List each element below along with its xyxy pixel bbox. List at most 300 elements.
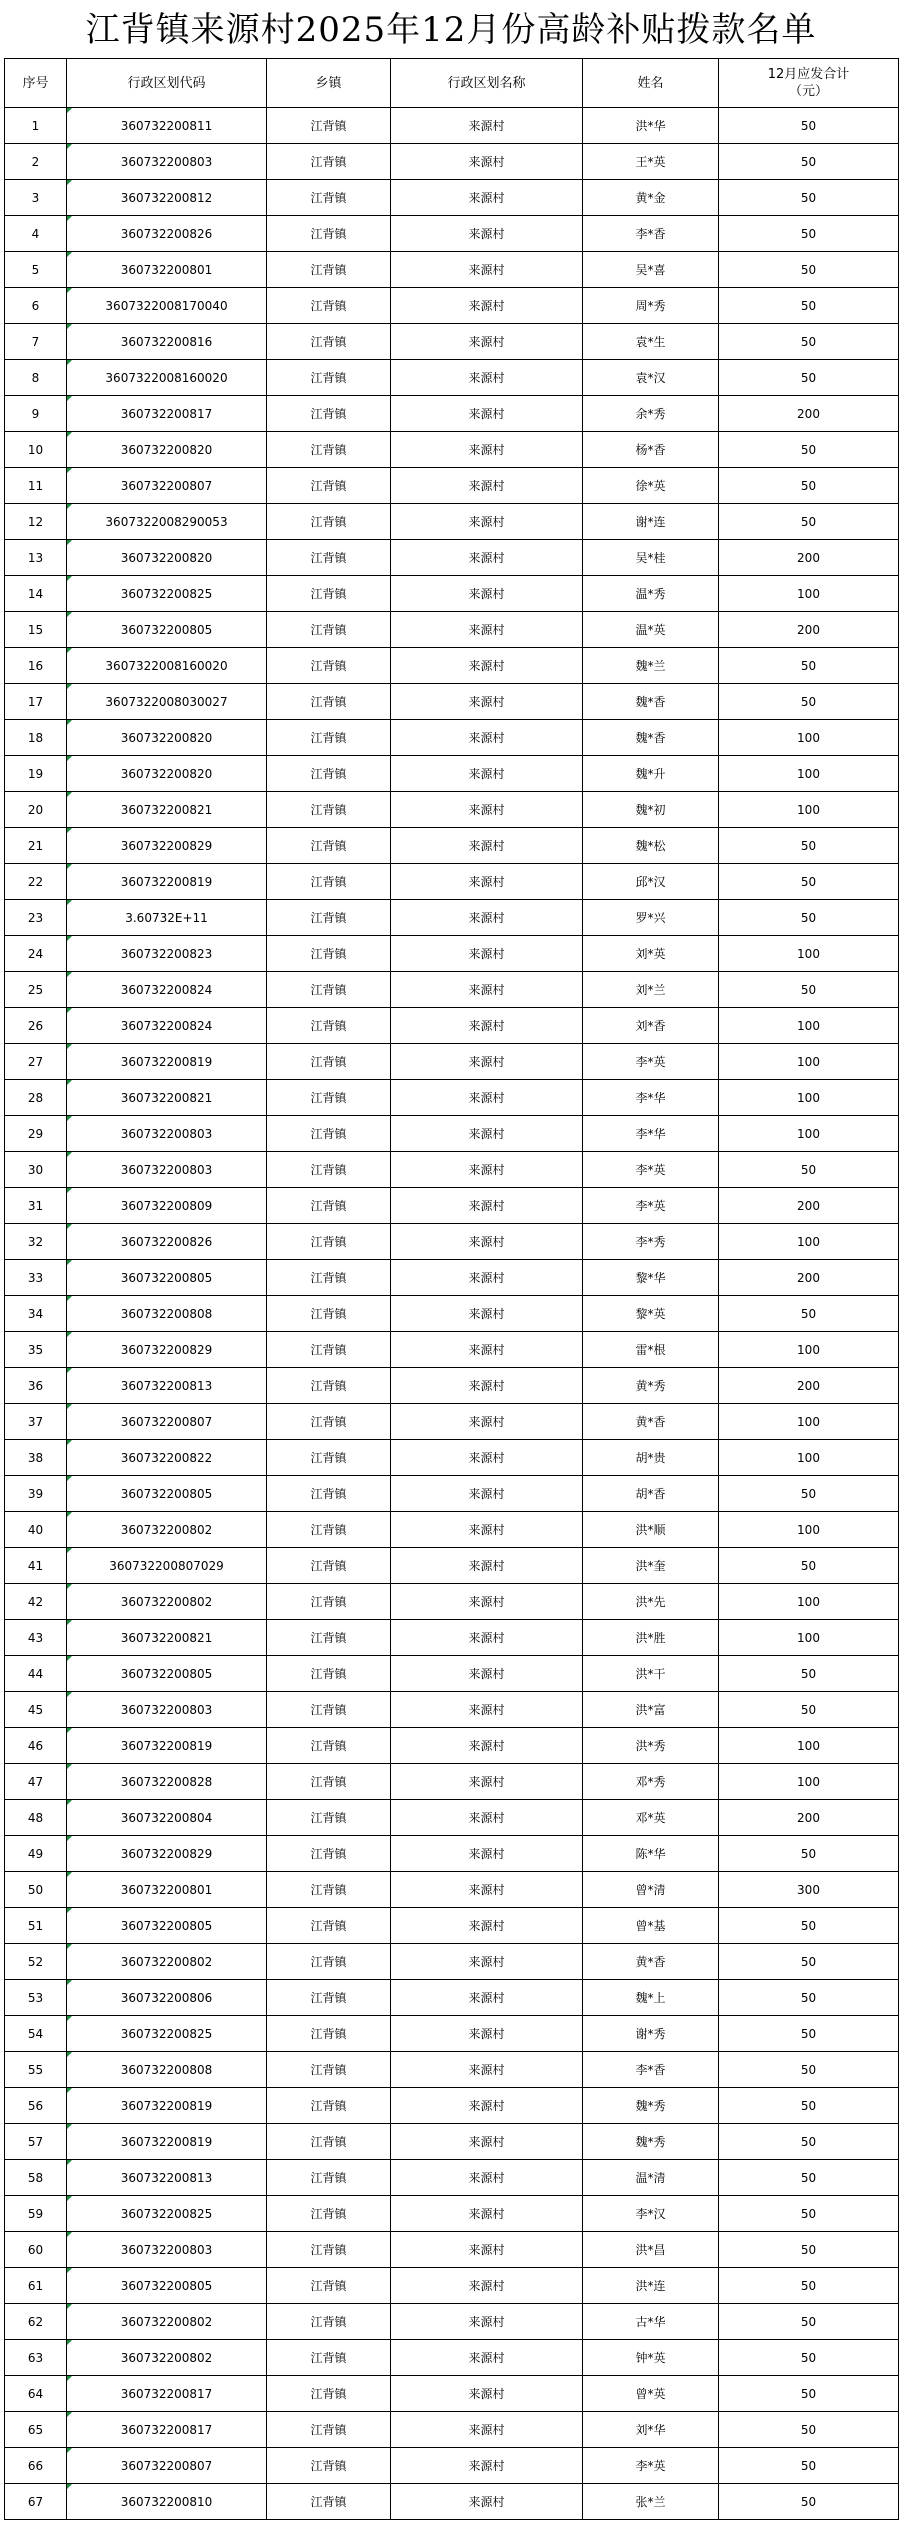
amount-cell: 50 [719,2196,899,2232]
town-cell: 江背镇 [267,1764,391,1800]
seq-cell: 15 [5,612,67,648]
seq-cell: 11 [5,468,67,504]
seq-cell: 9 [5,396,67,432]
seq-cell: 41 [5,1548,67,1584]
seq-cell: 50 [5,1872,67,1908]
district-cell: 来源村 [391,540,583,576]
code-cell: 360732200822 [67,1440,267,1476]
town-cell: 江背镇 [267,1800,391,1836]
table-row [5,972,899,1008]
amount-cell: 50 [719,180,899,216]
amount-cell: 50 [719,1152,899,1188]
seq-cell: 60 [5,2232,67,2268]
amount-cell: 50 [719,864,899,900]
town-cell: 江背镇 [267,684,391,720]
table-row [5,1980,899,2016]
name-cell: 魏*香 [583,684,719,720]
district-cell: 来源村 [391,900,583,936]
table-row [5,1296,899,1332]
amount-cell: 100 [719,1440,899,1476]
amount-cell: 50 [719,2448,899,2484]
seq-cell: 37 [5,1404,67,1440]
district-cell: 来源村 [391,1512,583,1548]
code-cell: 360732200829 [67,828,267,864]
name-cell: 罗*兴 [583,900,719,936]
code-cell: 360732200820 [67,756,267,792]
name-cell: 古*华 [583,2304,719,2340]
town-cell: 江背镇 [267,1620,391,1656]
name-cell: 魏*兰 [583,648,719,684]
town-cell: 江背镇 [267,1944,391,1980]
table-row [5,2304,899,2340]
name-cell: 张*兰 [583,2484,719,2520]
seq-cell: 33 [5,1260,67,1296]
name-cell: 洪*胜 [583,1620,719,1656]
table-row [5,1476,899,1512]
table-row [5,2160,899,2196]
amount-cell: 50 [719,432,899,468]
district-cell: 来源村 [391,1692,583,1728]
name-cell: 李*英 [583,1188,719,1224]
seq-cell: 6 [5,288,67,324]
code-cell: 360732200820 [67,540,267,576]
town-cell: 江背镇 [267,2124,391,2160]
district-cell: 来源村 [391,396,583,432]
name-cell: 邓*秀 [583,1764,719,1800]
code-cell: 360732200808 [67,1296,267,1332]
seq-cell: 16 [5,648,67,684]
district-cell: 来源村 [391,468,583,504]
name-cell: 魏*香 [583,720,719,756]
seq-cell: 13 [5,540,67,576]
code-cell: 360732200802 [67,1512,267,1548]
name-cell: 温*秀 [583,576,719,612]
code-cell: 360732200819 [67,864,267,900]
district-cell: 来源村 [391,2484,583,2520]
table-row [5,1440,899,1476]
seq-cell: 67 [5,2484,67,2520]
district-cell: 来源村 [391,576,583,612]
amount-cell: 50 [719,2052,899,2088]
table-row [5,2196,899,2232]
code-cell: 360732200820 [67,720,267,756]
name-cell: 温*清 [583,2160,719,2196]
name-cell: 邓*英 [583,1800,719,1836]
header-amount-line2: （元） [788,84,828,99]
amount-cell: 50 [719,1692,899,1728]
district-cell: 来源村 [391,648,583,684]
amount-cell: 50 [719,2340,899,2376]
seq-cell: 30 [5,1152,67,1188]
district-cell: 来源村 [391,1332,583,1368]
header-amount [719,59,899,108]
district-cell: 来源村 [391,1764,583,1800]
table-row [5,1656,899,1692]
name-cell: 魏*升 [583,756,719,792]
code-cell: 360732200802 [67,2304,267,2340]
code-cell: 360732200803 [67,144,267,180]
name-cell: 邱*汉 [583,864,719,900]
header-town: 乡镇 [267,59,391,108]
name-cell: 杨*香 [583,432,719,468]
amount-cell: 50 [719,1944,899,1980]
seq-cell: 47 [5,1764,67,1800]
district-cell: 来源村 [391,2412,583,2448]
town-cell: 江背镇 [267,432,391,468]
code-cell: 360732200802 [67,2340,267,2376]
code-cell: 360732200801 [67,252,267,288]
table-row [5,2124,899,2160]
district-cell: 来源村 [391,864,583,900]
town-cell: 江背镇 [267,396,391,432]
town-cell: 江背镇 [267,2376,391,2412]
district-cell: 来源村 [391,1296,583,1332]
name-cell: 袁*汉 [583,360,719,396]
amount-cell: 50 [719,2412,899,2448]
district-cell: 来源村 [391,432,583,468]
table-row [5,288,899,324]
district-cell: 来源村 [391,2448,583,2484]
table-row [5,792,899,828]
district-cell: 来源村 [391,828,583,864]
amount-cell: 100 [719,1116,899,1152]
town-cell: 江背镇 [267,1728,391,1764]
code-cell: 360732200805 [67,1476,267,1512]
seq-cell: 44 [5,1656,67,1692]
amount-cell: 50 [719,1548,899,1584]
table-row [5,900,899,936]
seq-cell: 18 [5,720,67,756]
district-cell: 来源村 [391,1476,583,1512]
town-cell: 江背镇 [267,2340,391,2376]
district-cell: 来源村 [391,2268,583,2304]
code-cell: 360732200819 [67,2124,267,2160]
district-cell: 来源村 [391,756,583,792]
town-cell: 江背镇 [267,2412,391,2448]
district-cell: 来源村 [391,1620,583,1656]
district-cell: 来源村 [391,1260,583,1296]
table-row [5,324,899,360]
name-cell: 洪*奎 [583,1548,719,1584]
name-cell: 魏*秀 [583,2088,719,2124]
town-cell: 江背镇 [267,324,391,360]
name-cell: 王*英 [583,144,719,180]
name-cell: 洪*华 [583,108,719,144]
name-cell: 李*香 [583,2052,719,2088]
table-row [5,576,899,612]
table-row [5,360,899,396]
amount-cell: 100 [719,576,899,612]
amount-cell: 50 [719,360,899,396]
town-cell: 江背镇 [267,252,391,288]
table-row [5,468,899,504]
name-cell: 钟*英 [583,2340,719,2376]
amount-cell: 100 [719,1512,899,1548]
table-row [5,1620,899,1656]
code-cell: 3607322008160020 [67,360,267,396]
name-cell: 胡*贵 [583,1440,719,1476]
seq-cell: 64 [5,2376,67,2412]
amount-cell: 50 [719,900,899,936]
table-row [5,612,899,648]
table-row [5,1116,899,1152]
district-cell: 来源村 [391,2232,583,2268]
seq-cell: 42 [5,1584,67,1620]
seq-cell: 66 [5,2448,67,2484]
amount-cell: 100 [719,1224,899,1260]
code-cell: 3607322008160020 [67,648,267,684]
amount-cell: 100 [719,1584,899,1620]
table-body [5,108,899,2520]
table-row [5,540,899,576]
amount-cell: 50 [719,2160,899,2196]
name-cell: 温*英 [583,612,719,648]
district-cell: 来源村 [391,252,583,288]
amount-cell: 200 [719,396,899,432]
subsidy-table [4,58,899,2520]
code-cell: 360732200803 [67,2232,267,2268]
table-row [5,756,899,792]
town-cell: 江背镇 [267,1224,391,1260]
seq-cell: 24 [5,936,67,972]
district-cell: 来源村 [391,1008,583,1044]
seq-cell: 26 [5,1008,67,1044]
amount-cell: 100 [719,1080,899,1116]
amount-cell: 50 [719,216,899,252]
town-cell: 江背镇 [267,1836,391,1872]
seq-cell: 8 [5,360,67,396]
table-row [5,1080,899,1116]
name-cell: 洪*富 [583,1692,719,1728]
amount-cell: 100 [719,1332,899,1368]
code-cell: 360732200805 [67,2268,267,2304]
code-cell: 360732200809 [67,1188,267,1224]
amount-cell: 100 [719,1764,899,1800]
code-cell: 360732200807 [67,2448,267,2484]
seq-cell: 52 [5,1944,67,1980]
name-cell: 洪*秀 [583,1728,719,1764]
amount-cell: 100 [719,1044,899,1080]
seq-cell: 3 [5,180,67,216]
table-row [5,2340,899,2376]
name-cell: 魏*上 [583,1980,719,2016]
code-cell: 360732200813 [67,2160,267,2196]
name-cell: 魏*初 [583,792,719,828]
name-cell: 魏*秀 [583,2124,719,2160]
seq-cell: 12 [5,504,67,540]
code-cell: 360732200807 [67,468,267,504]
seq-cell: 23 [5,900,67,936]
amount-cell: 50 [719,1836,899,1872]
name-cell: 黄*金 [583,180,719,216]
table-row [5,936,899,972]
town-cell: 江背镇 [267,936,391,972]
table-row [5,1584,899,1620]
amount-cell: 50 [719,2268,899,2304]
seq-cell: 43 [5,1620,67,1656]
district-cell: 来源村 [391,108,583,144]
seq-cell: 65 [5,2412,67,2448]
header-district-name: 行政区划名称 [391,59,583,108]
code-cell: 360732200817 [67,2412,267,2448]
name-cell: 李*华 [583,1080,719,1116]
town-cell: 江背镇 [267,2196,391,2232]
district-cell: 来源村 [391,324,583,360]
name-cell: 洪*连 [583,2268,719,2304]
code-cell: 360732200803 [67,1692,267,1728]
code-cell: 360732200821 [67,792,267,828]
town-cell: 江背镇 [267,792,391,828]
code-cell: 360732200804 [67,1800,267,1836]
code-cell: 360732200813 [67,1368,267,1404]
amount-cell: 50 [719,2484,899,2520]
code-cell: 360732200819 [67,1728,267,1764]
table-row [5,1332,899,1368]
town-cell: 江背镇 [267,360,391,396]
district-cell: 来源村 [391,1656,583,1692]
seq-cell: 29 [5,1116,67,1152]
town-cell: 江背镇 [267,2448,391,2484]
code-cell: 3.60732E+11 [67,900,267,936]
seq-cell: 25 [5,972,67,1008]
town-cell: 江背镇 [267,2088,391,2124]
town-cell: 江背镇 [267,1044,391,1080]
code-cell: 360732200812 [67,180,267,216]
town-cell: 江背镇 [267,900,391,936]
town-cell: 江背镇 [267,576,391,612]
district-cell: 来源村 [391,1944,583,1980]
code-cell: 360732200803 [67,1152,267,1188]
district-cell: 来源村 [391,1980,583,2016]
town-cell: 江背镇 [267,2052,391,2088]
table-row [5,2088,899,2124]
name-cell: 周*秀 [583,288,719,324]
town-cell: 江背镇 [267,288,391,324]
table-row [5,1908,899,1944]
table-row [5,252,899,288]
name-cell: 刘*兰 [583,972,719,1008]
name-cell: 袁*生 [583,324,719,360]
table-row [5,1152,899,1188]
name-cell: 刘*香 [583,1008,719,1044]
district-cell: 来源村 [391,936,583,972]
table-row [5,720,899,756]
amount-cell: 50 [719,1476,899,1512]
table-row [5,180,899,216]
amount-cell: 200 [719,1368,899,1404]
town-cell: 江背镇 [267,1296,391,1332]
district-cell: 来源村 [391,1908,583,1944]
table-row [5,1224,899,1260]
code-cell: 360732200802 [67,1944,267,1980]
amount-cell: 50 [719,252,899,288]
amount-cell: 50 [719,144,899,180]
seq-cell: 53 [5,1980,67,2016]
code-cell: 360732200825 [67,2196,267,2232]
table-row [5,1692,899,1728]
district-cell: 来源村 [391,2376,583,2412]
town-cell: 江背镇 [267,2484,391,2520]
name-cell: 谢*连 [583,504,719,540]
seq-cell: 45 [5,1692,67,1728]
town-cell: 江背镇 [267,216,391,252]
district-cell: 来源村 [391,1728,583,1764]
table-row [5,1548,899,1584]
district-cell: 来源村 [391,1044,583,1080]
amount-cell: 200 [719,540,899,576]
town-cell: 江背镇 [267,1908,391,1944]
name-cell: 李*英 [583,1044,719,1080]
code-cell: 360732200829 [67,1836,267,1872]
amount-cell: 100 [719,1404,899,1440]
district-cell: 来源村 [391,1836,583,1872]
amount-cell: 50 [719,1656,899,1692]
name-cell: 曾*英 [583,2376,719,2412]
town-cell: 江背镇 [267,1368,391,1404]
town-cell: 江背镇 [267,540,391,576]
name-cell: 陈*华 [583,1836,719,1872]
table-row [5,1404,899,1440]
name-cell: 黎*英 [583,1296,719,1332]
table-row [5,1764,899,1800]
district-cell: 来源村 [391,612,583,648]
seq-cell: 39 [5,1476,67,1512]
seq-cell: 27 [5,1044,67,1080]
name-cell: 余*秀 [583,396,719,432]
code-cell: 360732200807029 [67,1548,267,1584]
table-row [5,648,899,684]
seq-cell: 46 [5,1728,67,1764]
district-cell: 来源村 [391,1368,583,1404]
name-cell: 李*秀 [583,1224,719,1260]
town-cell: 江背镇 [267,504,391,540]
name-cell: 雷*根 [583,1332,719,1368]
seq-cell: 21 [5,828,67,864]
district-cell: 来源村 [391,2088,583,2124]
name-cell: 刘*英 [583,936,719,972]
seq-cell: 51 [5,1908,67,1944]
code-cell: 360732200821 [67,1620,267,1656]
seq-cell: 61 [5,2268,67,2304]
table-row [5,432,899,468]
district-cell: 来源村 [391,792,583,828]
seq-cell: 5 [5,252,67,288]
header-amount-line1: 12月应发合计 [767,67,850,82]
code-cell: 360732200806 [67,1980,267,2016]
code-cell: 360732200816 [67,324,267,360]
seq-cell: 49 [5,1836,67,1872]
table-row [5,144,899,180]
town-cell: 江背镇 [267,1260,391,1296]
code-cell: 360732200824 [67,1008,267,1044]
table-row [5,216,899,252]
town-cell: 江背镇 [267,1008,391,1044]
amount-cell: 50 [719,1296,899,1332]
table-row [5,684,899,720]
district-cell: 来源村 [391,2304,583,2340]
district-cell: 来源村 [391,1548,583,1584]
table-row [5,504,899,540]
district-cell: 来源村 [391,504,583,540]
name-cell: 李*英 [583,2448,719,2484]
code-cell: 360732200808 [67,2052,267,2088]
name-cell: 洪*昌 [583,2232,719,2268]
amount-cell: 50 [719,2376,899,2412]
name-cell: 洪*先 [583,1584,719,1620]
amount-cell: 100 [719,1008,899,1044]
name-cell: 吴*喜 [583,252,719,288]
amount-cell: 50 [719,2088,899,2124]
